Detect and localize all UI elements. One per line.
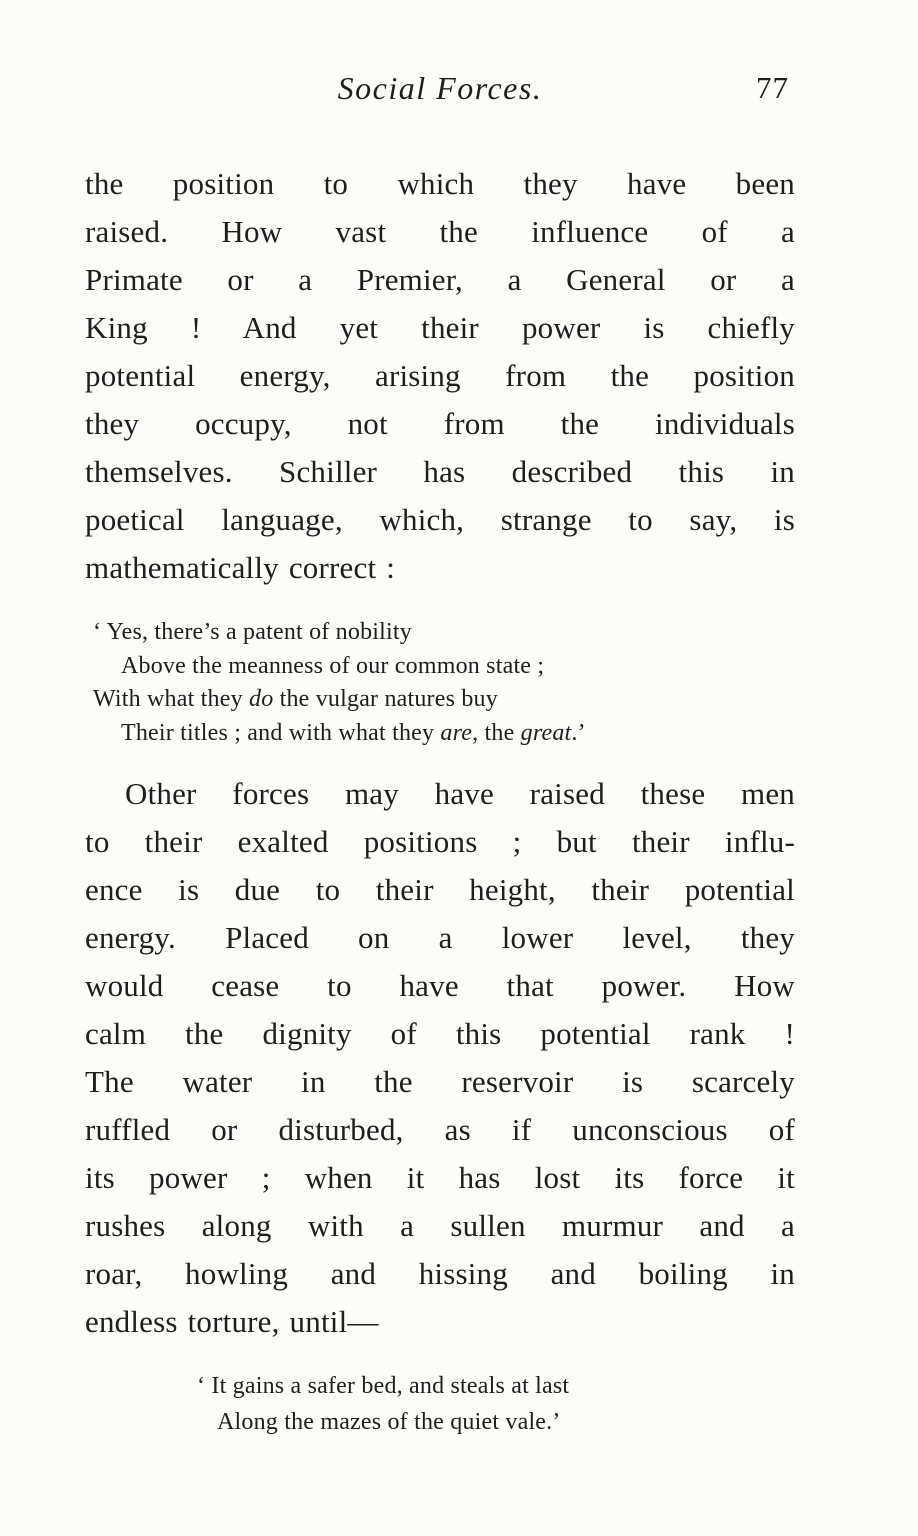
text-line: the position to which they have been <box>85 166 795 201</box>
text-line: mathematically correct : <box>85 550 396 585</box>
verse-italic-word: do <box>249 686 274 712</box>
running-title: Social Forces. <box>337 70 543 106</box>
paragraph-2 <box>85 770 795 1346</box>
verse-text-segment: ‘ Yes, there’s a patent of nobility <box>93 619 412 645</box>
text-line: ruffled or disturbed, as if unconscious of <box>85 1112 795 1147</box>
page-content <box>85 70 795 1440</box>
verse-line: Along the mazes of the quiet vale.’ <box>217 1409 561 1435</box>
text-line: King ! And yet their power is chiefly <box>85 310 795 345</box>
page-header <box>85 70 795 120</box>
text-line: potential energy, arising from the position <box>85 358 795 393</box>
verse-line <box>93 683 795 717</box>
text-line: energy. Placed on a lower level, they <box>85 920 795 955</box>
verse-text-segment: With what they <box>93 686 249 712</box>
verse-quote-2 <box>85 1368 795 1440</box>
verse-quote-1 <box>85 616 795 750</box>
verse-line: ‘ It gains a safer bed, and steals at last <box>197 1373 570 1399</box>
text-line: they occupy, not from the individuals <box>85 406 795 441</box>
text-line: poetical language, which, strange to say, is <box>85 502 795 537</box>
text-line: its power ; when it has lost its force it <box>85 1160 795 1195</box>
text-line: Primate or a Premier, a General or a <box>85 262 795 297</box>
verse-text-segment: the vulgar natures buy <box>273 686 498 712</box>
text-line: endless torture, until— <box>85 1304 379 1339</box>
text-line: would cease to have that power. How <box>85 968 795 1003</box>
page-number: 77 <box>756 70 789 105</box>
text-line: The water in the reservoir is scarcely <box>85 1064 795 1099</box>
verse-text-segment: .’ <box>571 719 586 746</box>
verse-text-segment: , the <box>472 719 521 746</box>
text-line: calm the dignity of this potential rank ! <box>85 1016 795 1051</box>
verse-text-segment: Above the meanness of our common state ; <box>121 652 545 679</box>
text-line: ence is due to their height, their potential <box>85 872 795 907</box>
text-line: to their exalted positions ; but their influ- <box>85 824 795 859</box>
text-line: roar, howling and hissing and boiling in <box>85 1256 795 1291</box>
text-line: Other forces may have raised these men <box>125 776 795 811</box>
verse-line <box>93 717 795 751</box>
text-line: raised. How vast the influence of a <box>85 214 795 249</box>
verse-italic-word: great <box>520 719 572 746</box>
paragraph-1 <box>85 160 795 592</box>
verse-line <box>93 650 795 684</box>
text-line: themselves. Schiller has described this in <box>85 454 795 489</box>
verse-italic-word: are <box>440 719 473 746</box>
verse-line <box>93 616 795 650</box>
verse-text-segment: Their titles ; and with what they <box>121 719 441 746</box>
text-line: rushes along with a sullen murmur and a <box>85 1208 795 1243</box>
